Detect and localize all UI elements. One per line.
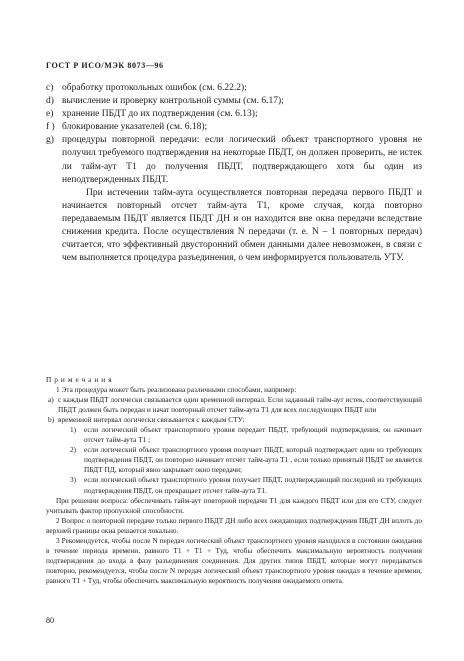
note-item-text: с каждым ПБДТ логически связывается один временной интервал. Если заданный тайм-аут истек, соответствующий ПБДТ должен быть передан и начат повторный отсчет тайм-аута T1 для всех последующих ПБДТ или xyxy=(58,395,422,415)
note-subitem-label: 1) xyxy=(70,425,77,435)
note-3: 3 Рекомендуется, чтобы после N передач логический объект транспортного уровня находился в состоянии ожидания в течение периода времени, равного T1 + T1 + Tуд, чтобы обеспечить максимальную вероятность получения подтверждения до входа в фазу разъединения соединения. Для других типов ПБДТ, которые могут передаваться повторно, рекомендуется, чтобы после N передач логический объект транспортного уровня ожидал в течение времени, равного T1 + Tуд, чтобы обеспечить максимальную вероятность получения ожидаемого ответа. xyxy=(46,535,422,585)
list-item xyxy=(46,121,422,134)
note-subitem-text: если логический объект транспортного уровня получает ПБДТ, подтверждающий последний из требующих подтверждения ПБДТ, он прекращает отсчет тайм-аута T1. xyxy=(84,475,422,495)
note-1-item-b xyxy=(46,415,422,425)
main-text xyxy=(46,82,422,265)
list-item-text: блокирование указателей (см. 6.18); xyxy=(62,122,208,133)
list-item-label: f ) xyxy=(46,122,55,133)
note-1-intro: 1 Эта процедура может быть реализована различными способами, например: xyxy=(56,385,297,395)
list-item-label: g) xyxy=(46,135,54,146)
list-item xyxy=(46,95,422,108)
list-item-label: c) xyxy=(46,83,54,93)
note-item-text: временной интервал логически связывается с каждым СТУ: xyxy=(58,415,245,425)
note-item-label: b) xyxy=(48,415,55,425)
note-subitem-text: если логический объект транспортного уровня получает ПБДТ, который подтверждает один из требующих подтверждения ПБДТ, он повторно начинает отсчет тайм-аута T1 , если только принятый ПБДТ не является ПБДТ ПД, который явно закрывает окно передачи; xyxy=(84,445,422,475)
retransmission-paragraph: При истечении тайм-аута осуществляется повторная передача первого ПБДТ и начинается повторный отсчет тайм-аута T1, кроме случая, когда повторно передаваемым ПБДТ является ПБДТ ДН и он находится вне окна передачи вследствие снижения кредита. После осуществления N передачи (т. е. N – 1 повторных передач) считается, что эффективный двусторонний обмен данными далее невозможен, в связи с чем выполняется процедура разъединения, о чем информируется пользователь УТУ. xyxy=(62,187,422,264)
notes-title: Примечания xyxy=(46,375,115,384)
note-subitem-label: 2) xyxy=(70,445,77,455)
list-item-text: вычисление и проверку контрольной суммы (см. 6.17); xyxy=(62,96,284,107)
page-number: 80 xyxy=(46,616,54,625)
list-item-label: d) xyxy=(46,96,54,107)
list-item-text: хранение ПБДТ до их подтверждения (см. 6.13); xyxy=(62,109,258,120)
list-item xyxy=(46,134,422,186)
note-item-label: a) xyxy=(48,395,54,405)
note-subitem xyxy=(46,425,422,445)
note-1-conclusion: При решении вопроса: обеспечивать тайм-аут повторной передачи T1 для каждого ПБДТ или для его СТУ, следует учитывать фактор пропускной способности. xyxy=(46,495,422,515)
list-item xyxy=(46,82,422,95)
notes-section xyxy=(46,375,422,586)
note-1-item-a xyxy=(46,395,422,415)
list-item-text: обработку протокольных ошибок (см. 6.22.2); xyxy=(62,83,247,93)
list-item-text: процедуры повторной передачи: если логический объект транспортного уровня не получил требуемого подтверждения на некоторые ПБДТ, он должен проверить, не истек ли тайм-аут T1 до получения ПБДТ, подтверждающего хотя бы один из неподтвержденных ПБДТ. xyxy=(62,135,422,185)
list-item xyxy=(46,108,422,121)
page-header: ГОСТ Р ИСО/МЭК 8073—96 xyxy=(46,61,164,70)
note-subitem-text: если логический объект транспортного уровня передает ПБДТ, требующий подтверждения, он начинает отсчет тайм-аута T1 ; xyxy=(84,425,422,445)
note-2: 2 Вопрос о повторной передаче только первого ПБДТ ДН либо всех ожидающих подтверждения ПБДТ ДН вплоть до верхней границы окна решается локально. xyxy=(46,515,422,535)
note-subitem-label: 3) xyxy=(70,475,77,485)
list-item-label: e) xyxy=(46,109,54,120)
note-subitem xyxy=(46,475,422,495)
note-subitem xyxy=(46,445,422,475)
